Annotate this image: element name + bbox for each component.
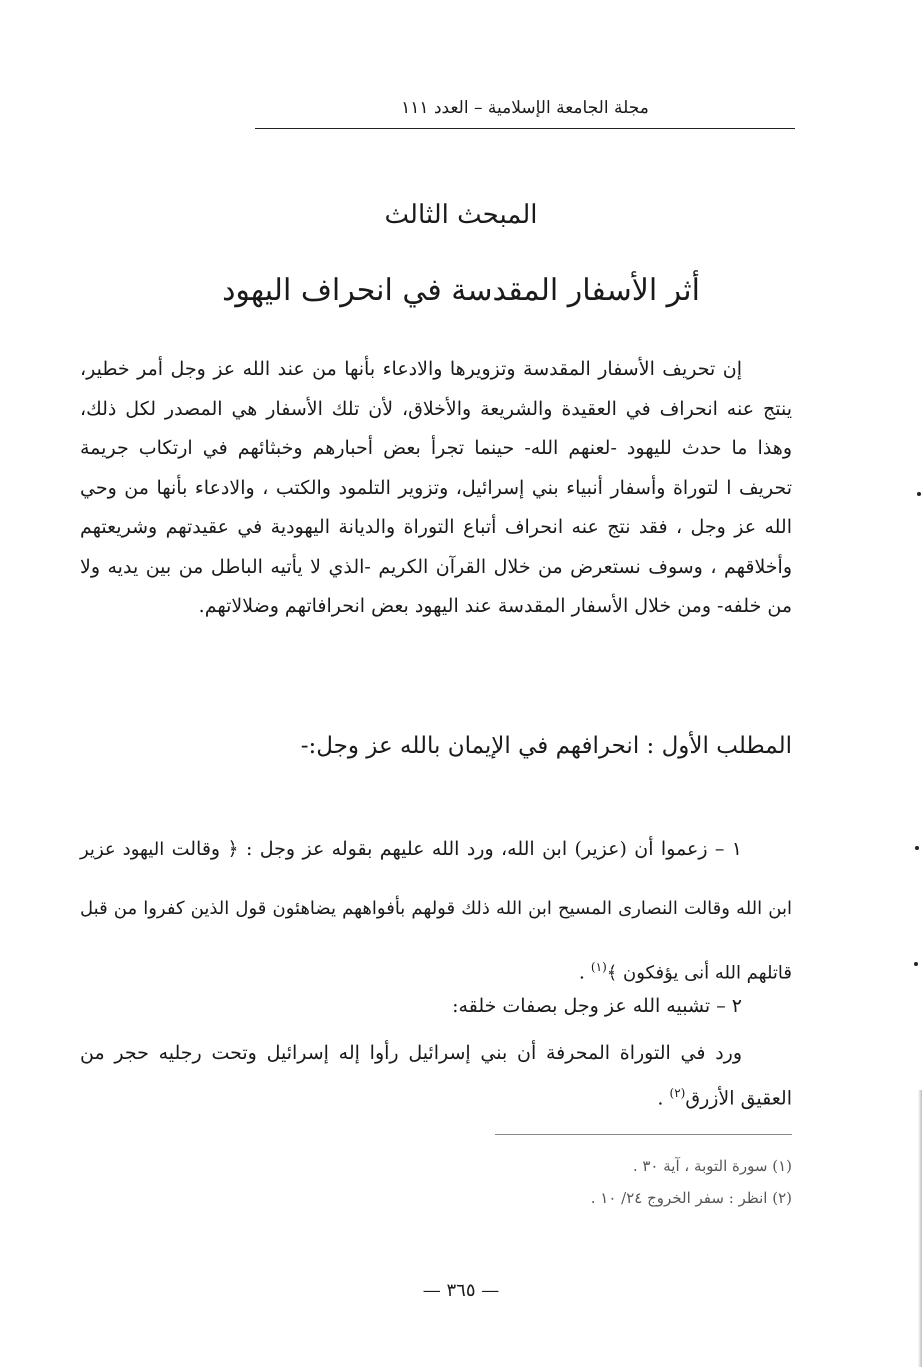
scan-edge-shadow bbox=[918, 1090, 922, 1367]
footnote-rule bbox=[495, 1134, 792, 1135]
item2-trailing: . bbox=[657, 1087, 670, 1110]
item2-title: ٢ – تشبيه الله عز وجل بصفات خلقه: bbox=[452, 995, 742, 1017]
header-rule bbox=[255, 128, 795, 129]
footnotes bbox=[300, 1150, 792, 1214]
footnote-2: (٢) انظر : سفر الخروج ٢٤/ ١٠ . bbox=[590, 1189, 792, 1207]
item1-block bbox=[80, 820, 792, 1002]
intro-paragraph-block bbox=[80, 350, 792, 627]
running-header: مجلة الجامعة الإسلامية – العدد ١١١ bbox=[401, 98, 649, 118]
section-title: أثر الأسفار المقدسة في انحراف اليهود bbox=[222, 273, 700, 308]
item1-intro: ١ – زعموا أن (عزير) ابن الله، ورد الله عليهم بقوله عز وجل : ﴿ وقالت bbox=[171, 838, 742, 860]
scan-dot bbox=[914, 962, 918, 966]
footnote-1: (١) سورة التوبة ، آية ٣٠ . bbox=[632, 1157, 792, 1175]
footnote-ref-1: (١) bbox=[590, 960, 607, 974]
item1-verse: اليهود عزير ابن الله وقالت النصارى المسيح ابن الله ذلك قولهم بأفواههم يضاهئون قول الذين كفروا من قبل قاتلهم الله أنى يؤفكون ﴾ bbox=[80, 839, 792, 984]
item2-paragraph bbox=[80, 1033, 792, 1118]
scan-dot bbox=[917, 492, 921, 496]
section-label: المبحث الثالث bbox=[384, 200, 538, 230]
page-number: — ٣٦٥ — bbox=[422, 1280, 500, 1301]
item1-trailing: . bbox=[578, 961, 591, 984]
item1-paragraph bbox=[80, 820, 792, 1002]
scan-dot bbox=[915, 846, 919, 850]
matlab-heading: المطلب الأول : انحرافهم في الإيمان بالله عز وجل:- bbox=[300, 733, 792, 759]
item2-body: ورد في التوراة المحرفة أن بني إسرائيل رأوا إله إسرائيل وتحت رجليه حجر من العقيق الأزرق bbox=[80, 1042, 792, 1110]
item2-block bbox=[80, 1033, 792, 1118]
footnote-ref-2: (٢) bbox=[669, 1086, 686, 1100]
intro-paragraph: إن تحريف الأسفار المقدسة وتزويرها والادعاء بأنها من عند الله عز وجل أمر خطير، ينتج عنه انحراف في العقيدة والشريعة والأخلاق، لأن تلك الأسفار هي المصدر لكل ذلك، وهذا ما حدث لليهود -لعنهم الله- حينما تجرأ بعض أحبارهم وخبثائهم في ارتكاب جريمة تحريف ا لتوراة وأسفار أنبياء بني إسرائيل، وتزوير التلمود والكتب ، والادعاء بأنها من وحي الله عز وجل ، فقد نتج عنه انحراف أتباع التوراة والديانة اليهودية في عقيدتهم وشريعتهم وأخلاقهم ، وسوف نستعرض من خلال القرآن الكريم -الذي لا يأتيه الباطل من بين يديه ولا من خلفه- ومن خلال الأسفار المقدسة عند اليهود بعض انحرافاتهم وضلالاتهم. bbox=[80, 358, 792, 617]
